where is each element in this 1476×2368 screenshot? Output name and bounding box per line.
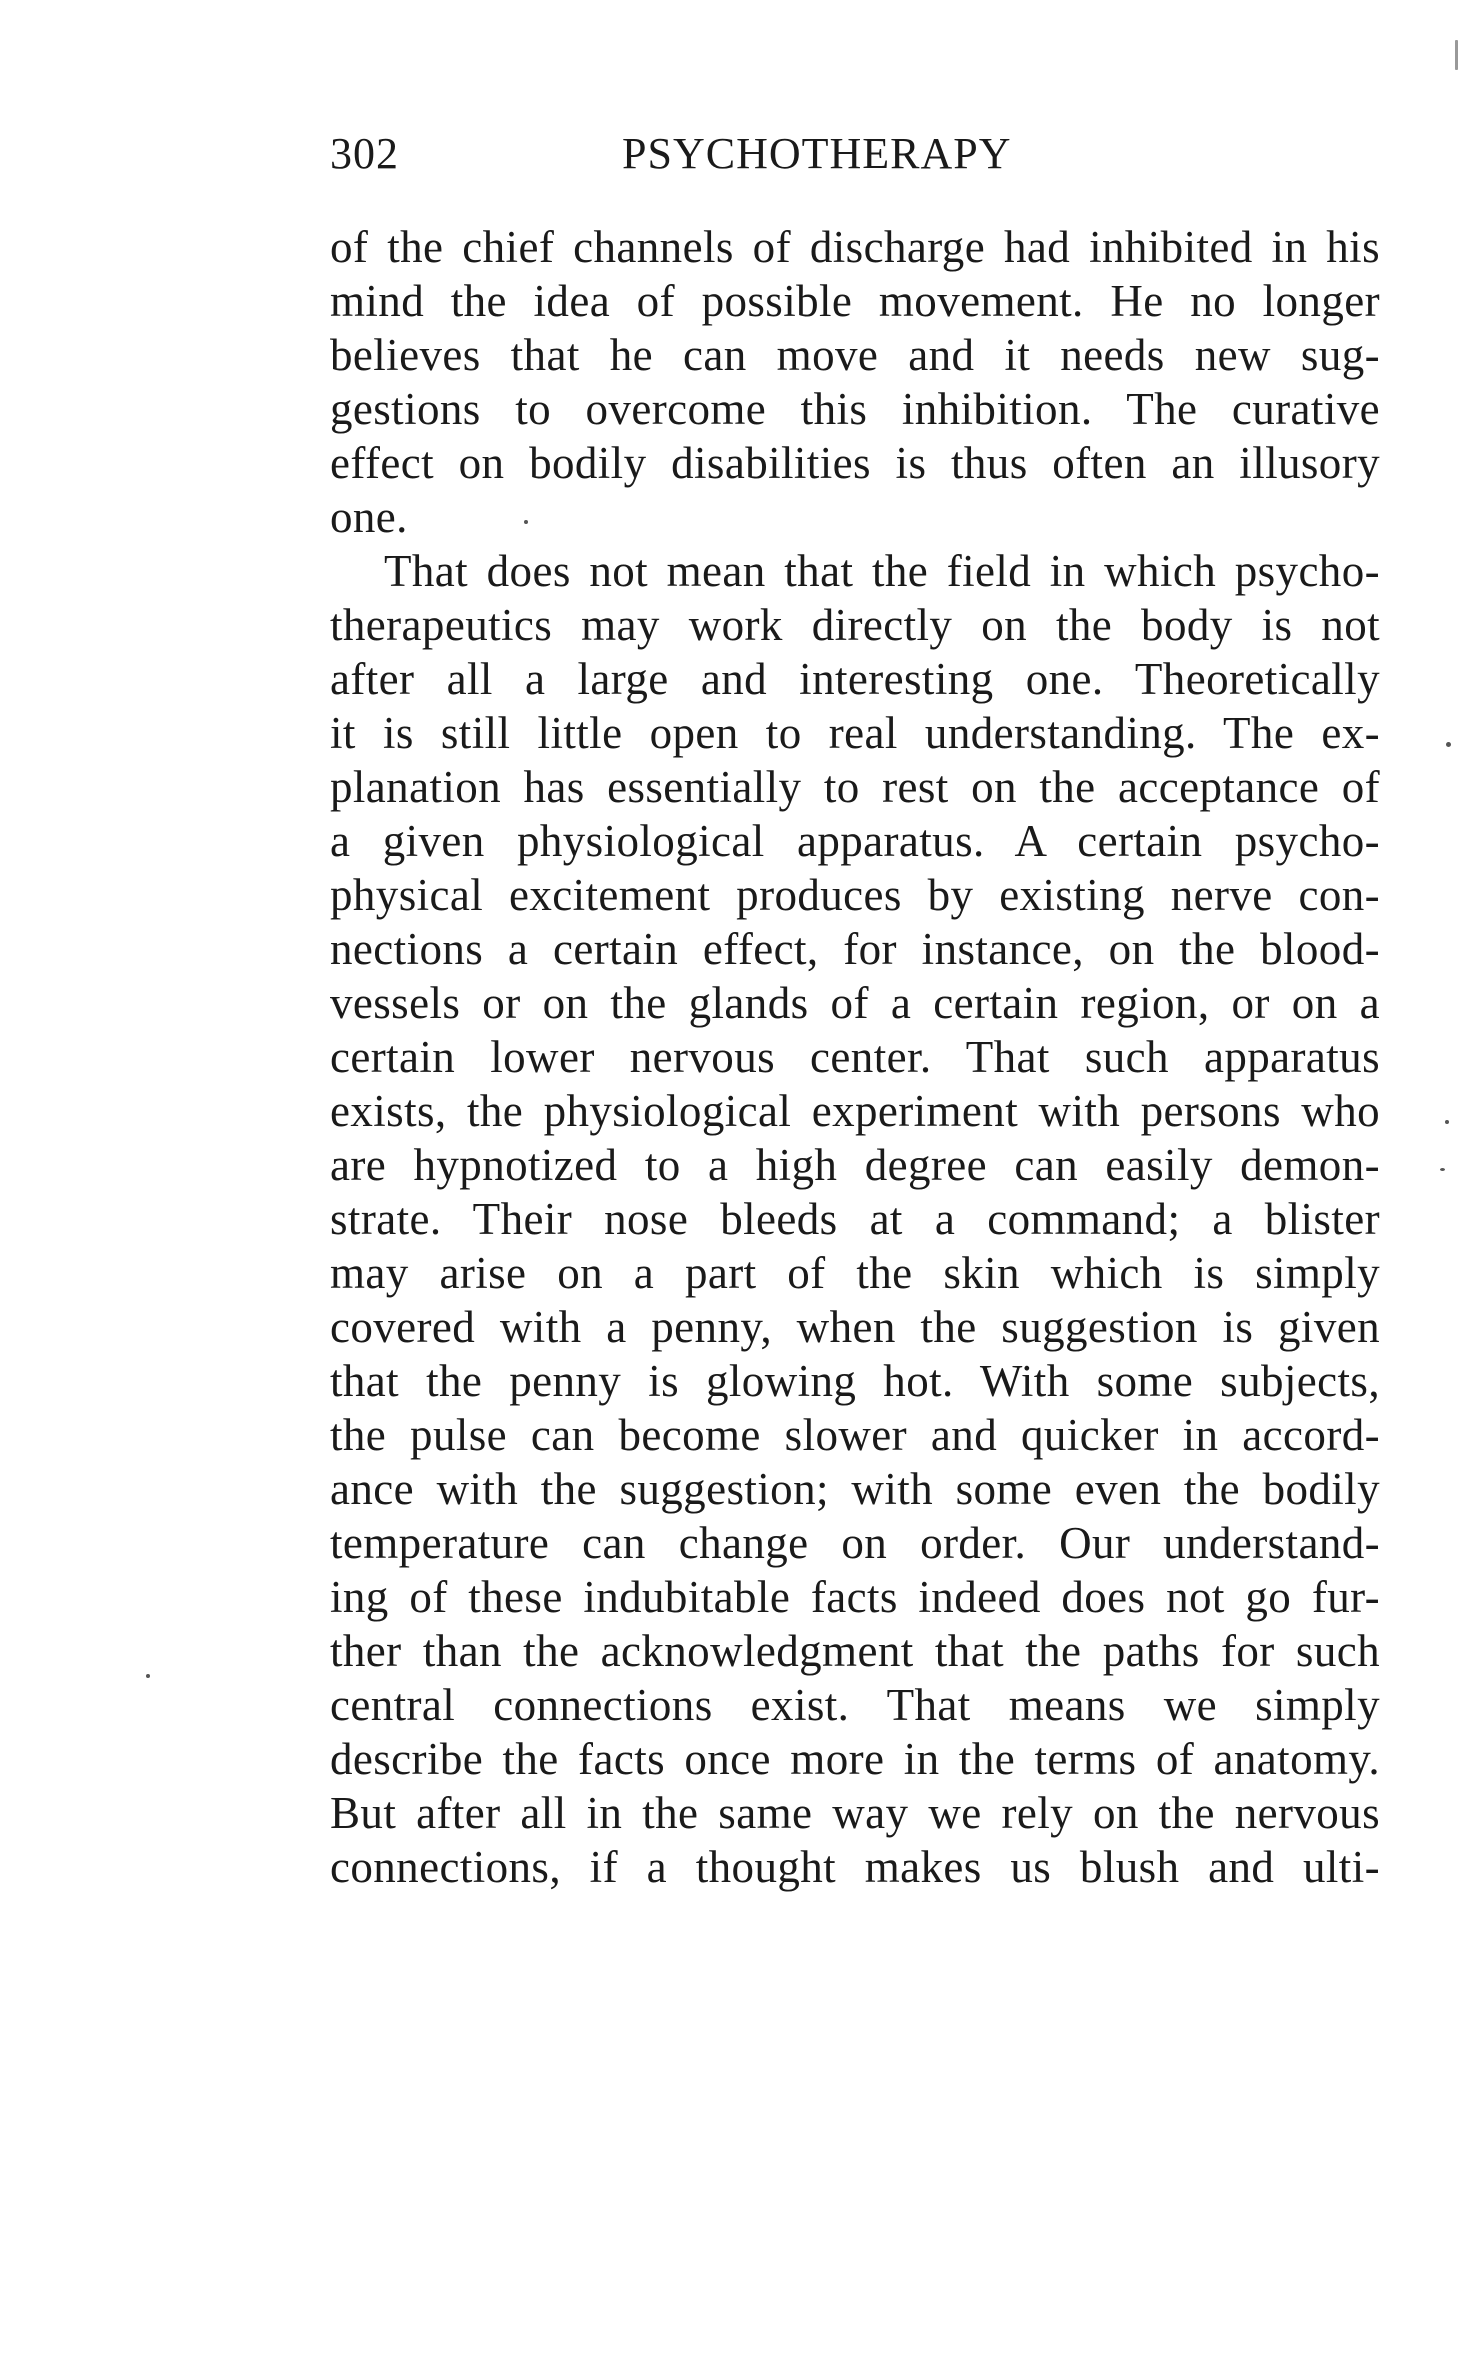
text-line: But after all in the same way we rely on the nervous [330, 1788, 1380, 1838]
text-line: describe the facts once more in the terms of anatomy. [330, 1734, 1380, 1784]
running-title: PSYCHOTHERAPY [622, 129, 1012, 178]
scan-speck [146, 1674, 150, 1678]
text-line: ing of these indubitable facts indeed does not go fur- [330, 1572, 1380, 1622]
text-line: nections a certain effect, for instance, on the blood- [330, 924, 1380, 974]
text-line: connections, if a thought makes us blush and ulti- [330, 1842, 1380, 1892]
text-line: strate. Their nose bleeds at a command; a blister [330, 1194, 1380, 1244]
text-line: are hypnotized to a high degree can easily demon- [330, 1140, 1380, 1190]
text-line: after all a large and interesting one. Theoretically [330, 654, 1380, 704]
text-line: temperature can change on order. Our understand- [330, 1518, 1380, 1568]
text-line: ther than the acknowledgment that the paths for such [330, 1626, 1380, 1676]
text-line: gestions to overcome this inhibition. The curative [330, 384, 1380, 434]
text-line: therapeutics may work directly on the body is not [330, 600, 1380, 650]
running-head [330, 128, 1094, 188]
text-line: it is still little open to real understanding. The ex- [330, 708, 1380, 758]
scan-speck [1445, 1120, 1449, 1124]
text-line: certain lower nervous center. That such apparatus [330, 1032, 1380, 1082]
scan-speck [1455, 40, 1458, 70]
page-number: 302 [330, 129, 399, 178]
text-line: covered with a penny, when the suggestion is given [330, 1302, 1380, 1352]
scan-speck [1440, 1168, 1445, 1171]
text-line: that the penny is glowing hot. With some subjects, [330, 1356, 1380, 1406]
body-text [330, 220, 1380, 1894]
text-line: central connections exist. That means we simply [330, 1680, 1380, 1730]
text-line: of the chief channels of discharge had inhibited in his [330, 222, 1380, 272]
scan-speck [1446, 742, 1451, 747]
scan-speck [524, 520, 528, 524]
text-line: a given physiological apparatus. A certain psycho- [330, 816, 1380, 866]
text-line: physical excitement produces by existing nerve con- [330, 870, 1380, 920]
text-line: believes that he can move and it needs new sug- [330, 330, 1380, 380]
text-line: mind the idea of possible movement. He no longer [330, 276, 1380, 326]
text-line: effect on bodily disabilities is thus often an illusory [330, 438, 1380, 488]
text-line: That does not mean that the field in which psycho- [384, 546, 1380, 596]
text-line: may arise on a part of the skin which is simply [330, 1248, 1380, 1298]
text-line: the pulse can become slower and quicker in accord- [330, 1410, 1380, 1460]
text-line: vessels or on the glands of a certain region, or on a [330, 978, 1380, 1028]
text-line: ance with the suggestion; with some even the bodily [330, 1464, 1380, 1514]
text-line: exists, the physiological experiment with persons who [330, 1086, 1380, 1136]
text-line: planation has essentially to rest on the acceptance of [330, 762, 1380, 812]
text-line: one. [330, 492, 408, 542]
